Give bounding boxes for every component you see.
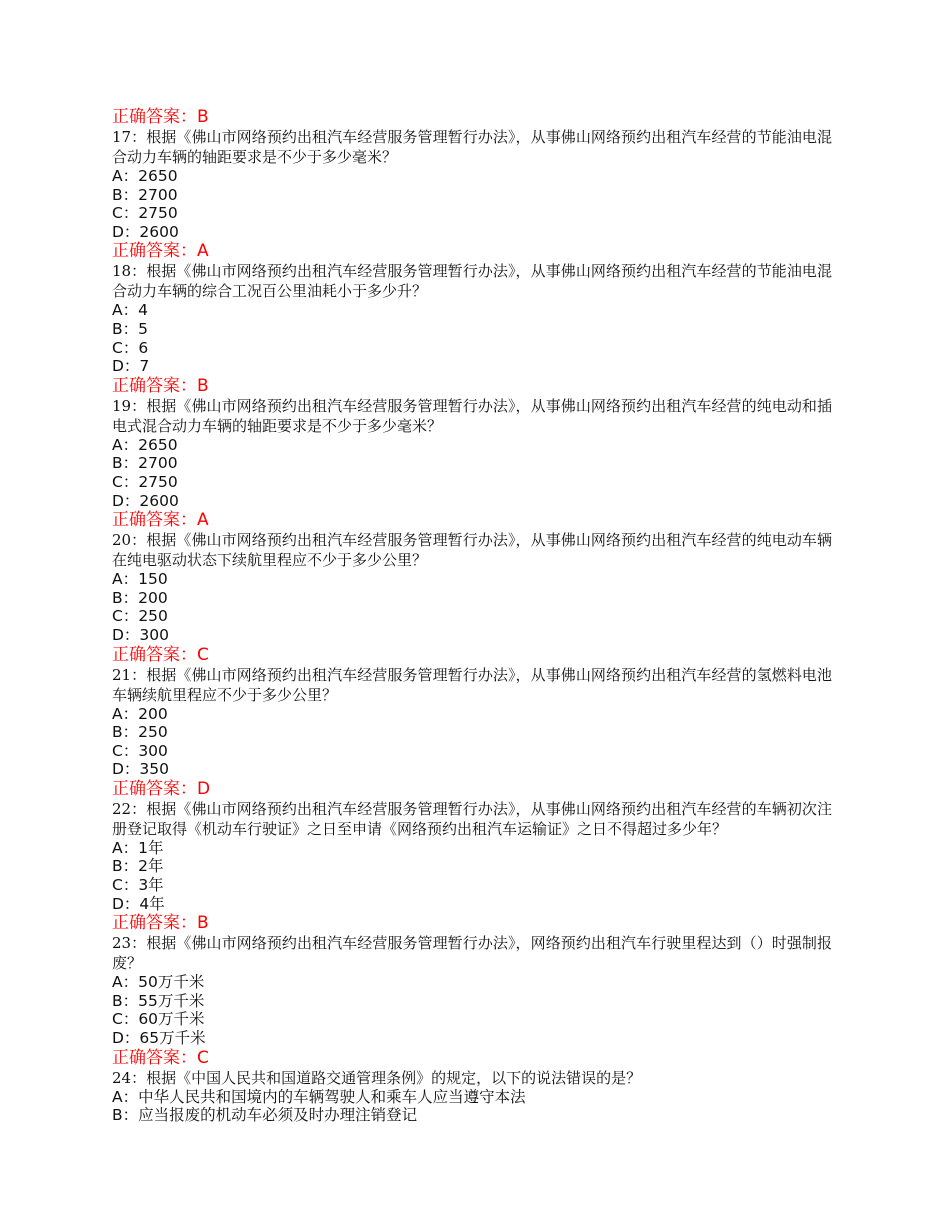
correct-answer: 正确答案：B (112, 913, 209, 934)
option-d: D：7 (112, 357, 150, 376)
option-b: B：2年 (112, 857, 164, 876)
question-17: 17：根据《佛山市网络预约出租汽车经营服务管理暂行办法》，从事佛山网络预约出租汽车经营的节能油电混合动力车辆的轴距要求是不少于多少毫米？ (112, 128, 832, 166)
option-b: B：55万千米 (112, 991, 205, 1010)
correct-answer: 正确答案：A (112, 241, 209, 262)
document-page (112, 107, 832, 1125)
option-a: A：1年 (112, 838, 164, 857)
question-19: 19：根据《佛山市网络预约出租汽车经营服务管理暂行办法》，从事佛山网络预约出租汽车经营的纯电动和插电式混合动力车辆的轴距要求是不少于多少毫米？ (112, 396, 832, 435)
option-d: D：350 (112, 760, 170, 779)
option-d: D：4年 (112, 894, 165, 913)
question-21: 21：根据《佛山市网络预约出租汽车经营服务管理暂行办法》，从事佛山网络预约出租汽车经营的氢燃料电池车辆续航里程应不少于多少公里？ (112, 665, 832, 704)
option-b: B：250 (112, 723, 168, 742)
option-a: A：200 (112, 704, 168, 723)
correct-answer: 正确答案：D (112, 778, 211, 799)
option-a: A：50万千米 (112, 973, 205, 992)
option-c: C：250 (112, 607, 168, 626)
correct-answer: 正确答案：A (112, 510, 209, 531)
option-c: C：2750 (112, 204, 178, 223)
option-d: D：65万千米 (112, 1029, 206, 1048)
option-a: A：4 (112, 301, 148, 320)
option-b: B：5 (112, 319, 148, 338)
option-d: D：2600 (112, 222, 179, 241)
option-d: D：300 (112, 625, 170, 644)
option-a: A：150 (112, 570, 168, 589)
question-20: 20：根据《佛山市网络预约出租汽车经营服务管理暂行办法》，从事佛山网络预约出租汽车经营的纯电动车辆在纯电驱动状态下续航里程应不少于多少公里？ (112, 531, 832, 570)
correct-answer: 正确答案：C (112, 1047, 209, 1068)
option-b: B：200 (112, 588, 168, 607)
option-c: C：300 (112, 741, 168, 760)
correct-answer: 正确答案：C (112, 644, 209, 665)
option-b: B：2700 (112, 185, 178, 204)
question-18: 18：根据《佛山市网络预约出租汽车经营服务管理暂行办法》，从事佛山网络预约出租汽车经营的节能油电混合动力车辆的综合工况百公里油耗小于多少升？ (112, 262, 832, 301)
option-c: C：6 (112, 338, 149, 357)
option-a: A：2650 (112, 435, 178, 454)
option-c: C：60万千米 (112, 1010, 205, 1029)
option-b: B：2700 (112, 454, 178, 473)
correct-answer: 正确答案：B (112, 375, 209, 396)
question-24: 24：根据《中国人民共和国道路交通管理条例》的规定，以下的说法错误的是？ (112, 1068, 642, 1087)
question-22: 22：根据《佛山市网络预约出租汽车经营服务管理暂行办法》，从事佛山网络预约出租汽车经营的车辆初次注册登记取得《机动车行驶证》之日至申请《网络预约出租汽车运输证》之日不得超过多少年？ (112, 799, 832, 838)
option-d: D：2600 (112, 491, 179, 510)
option-a: A：中华人民共和国境内的车辆驾驶人和乘车人应当遵守本法 (112, 1087, 526, 1106)
option-b: B：应当报废的机动车必须及时办理注销登记 (112, 1106, 418, 1125)
option-c: C：3年 (112, 876, 164, 895)
question-23: 23：根据《佛山市网络预约出租汽车经营服务管理暂行办法》，网络预约出租汽车行驶里程达到（）时强制报废？ (112, 934, 832, 973)
option-c: C：2750 (112, 472, 178, 491)
option-a: A：2650 (112, 167, 178, 185)
correct-answer: 正确答案：B (112, 107, 209, 127)
